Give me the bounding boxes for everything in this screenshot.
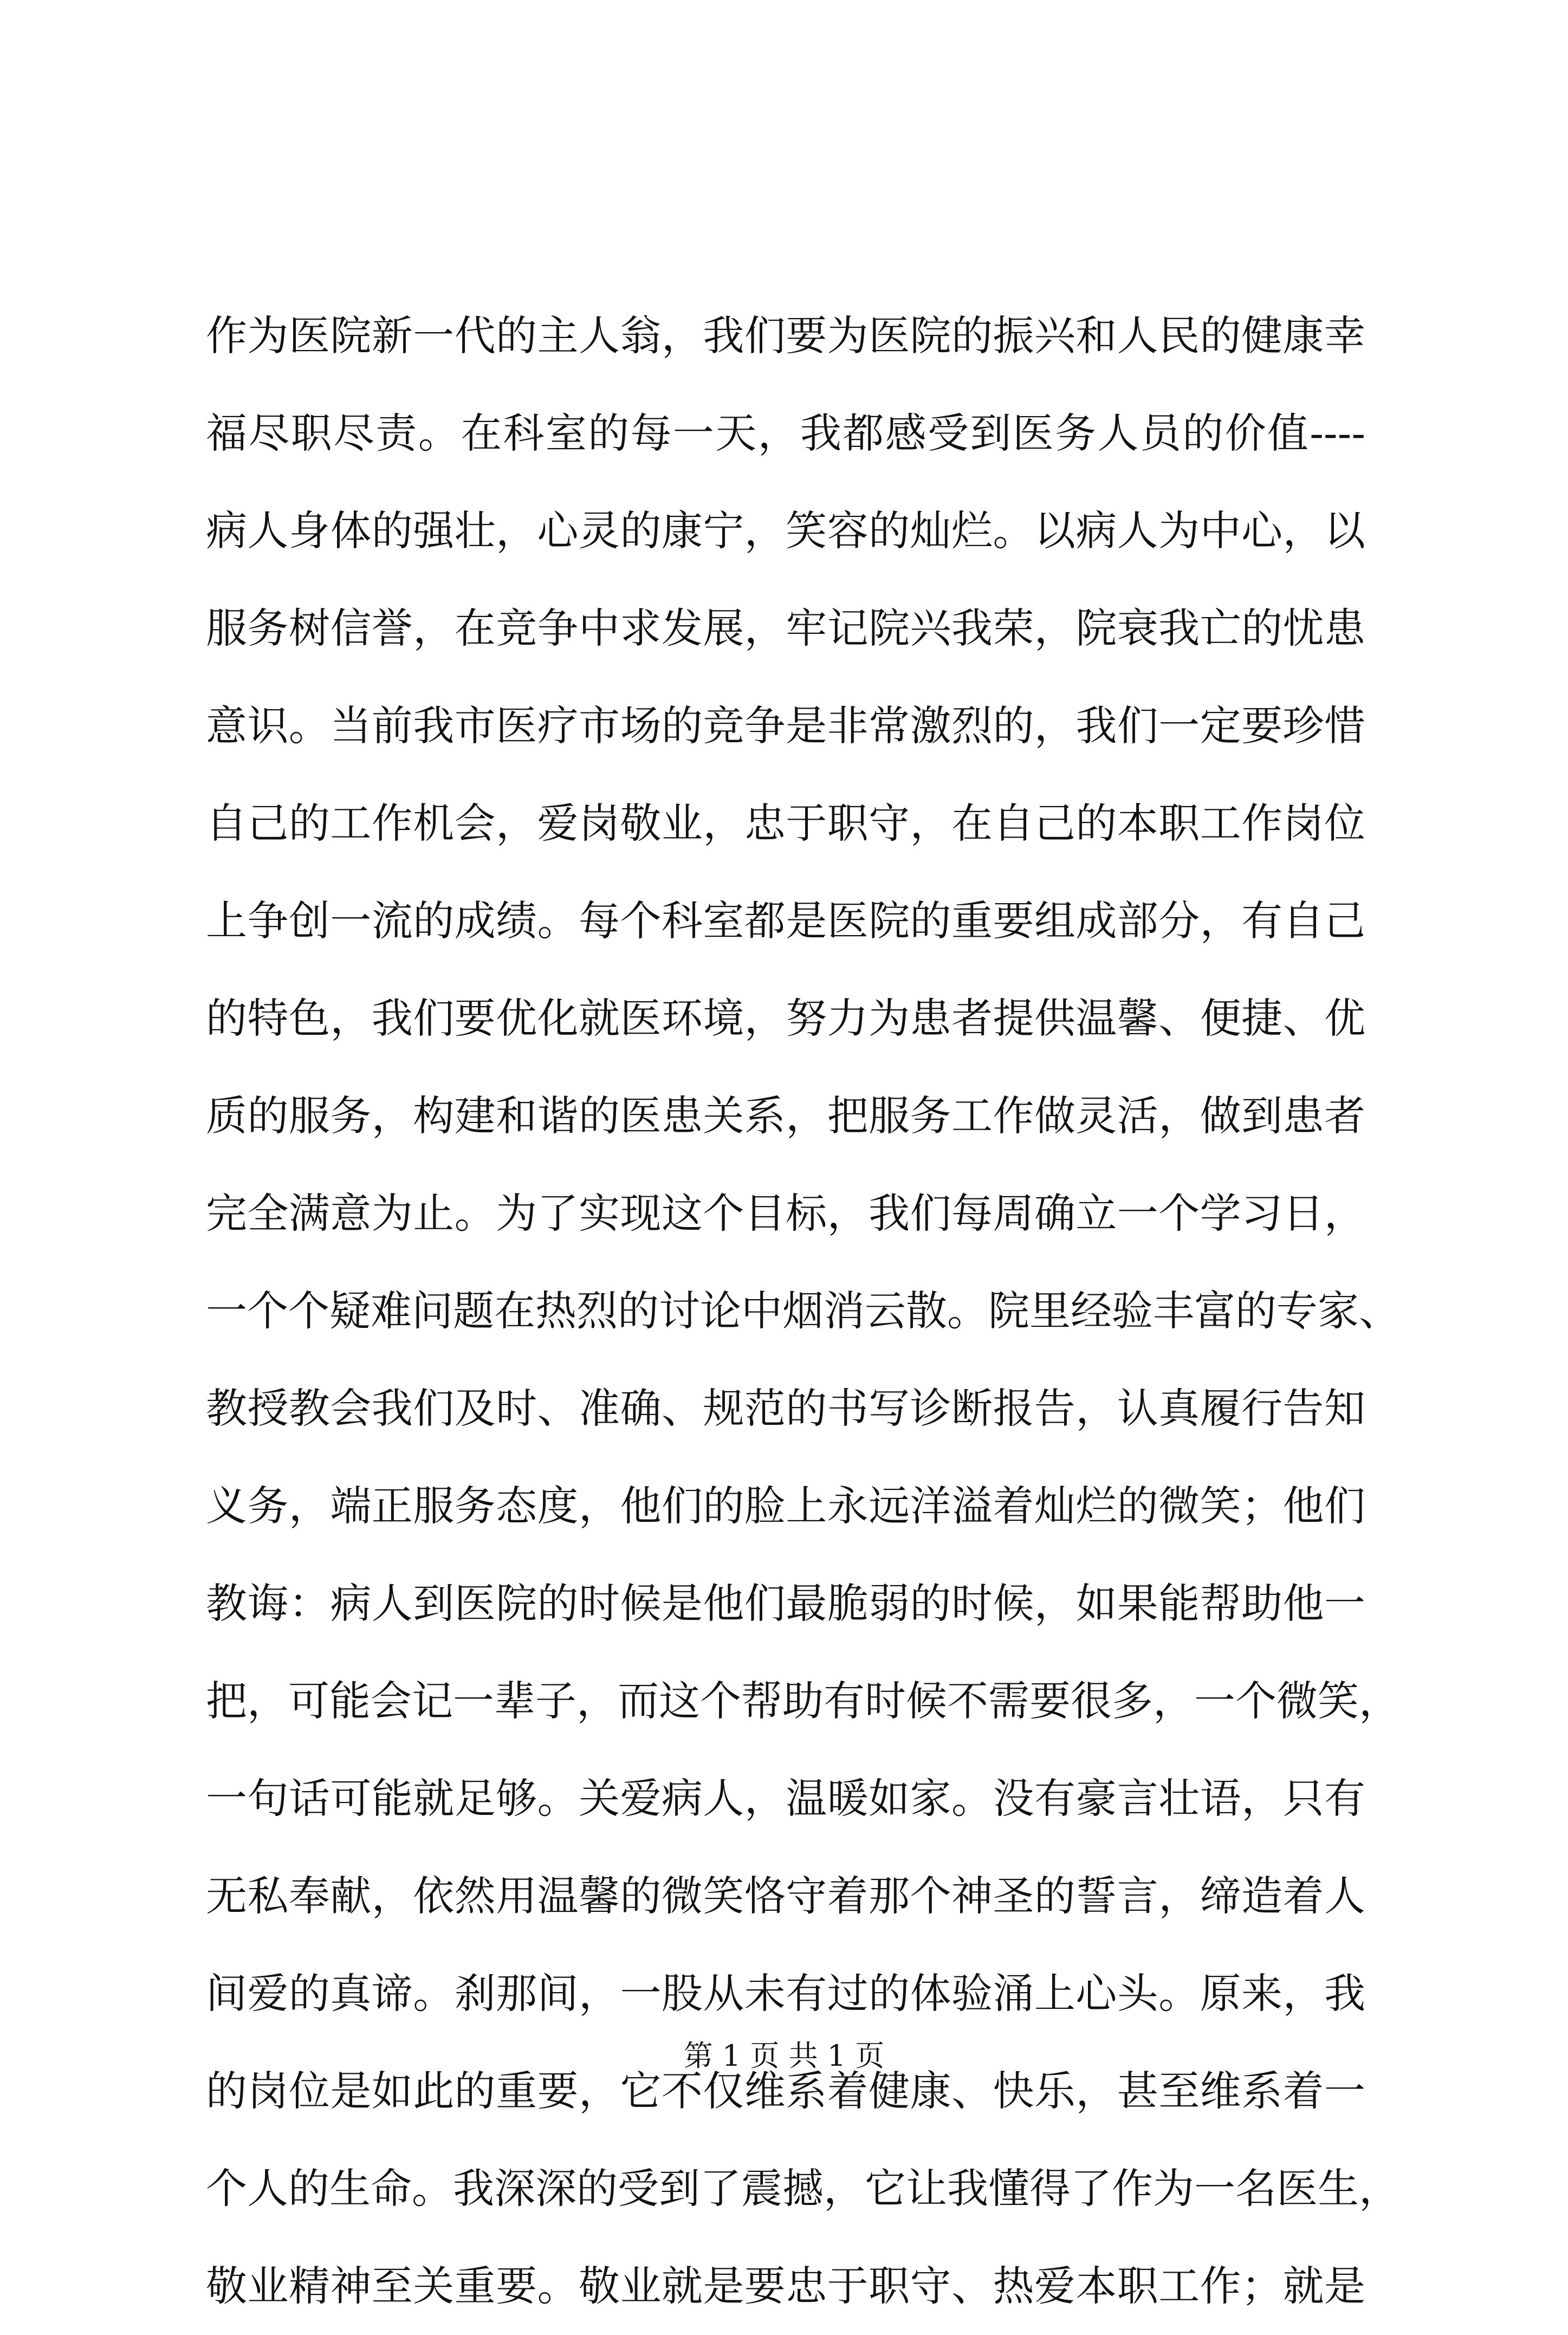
- text-line: 的特色，我们要优化就医环境，努力为患者提供温馨、便捷、优: [206, 994, 1365, 1042]
- text-line: 作为医院新一代的主人翁，我们要为医院的振兴和人民的健康幸: [206, 312, 1365, 360]
- text-line: 意识。当前我市医疗市场的竞争是非常激烈的，我们一定要珍惜: [206, 702, 1365, 750]
- text-line: 义务，端正服务态度，他们的脸上永远洋溢着灿烂的微笑；他们: [206, 1482, 1365, 1530]
- text-line: 教授教会我们及时、准确、规范的书写诊断报告，认真履行告知: [206, 1384, 1365, 1432]
- text-line: 个人的生命。我深深的受到了震撼，它让我懂得了作为一名医生，: [206, 2164, 1400, 2213]
- text-line: 把，可能会记一辈子，而这个帮助有时候不需要很多，一个微笑，: [206, 1677, 1400, 1725]
- text-line: 病人身体的强壮，心灵的康宁，笑容的灿烂。以病人为中心，以: [206, 507, 1365, 555]
- text-line: 间爱的真谛。刹那间，一股从未有过的体验涌上心头。原来，我: [206, 1969, 1365, 2018]
- text-line: 自己的工作机会，爱岗敬业，忠于职守，在自己的本职工作岗位: [206, 799, 1365, 847]
- text-line: 无私奉献，依然用温馨的微笑恪守着那个神圣的誓言，缔造着人: [206, 1872, 1365, 1920]
- page-footer: 第 1 页 共 1 页: [683, 2039, 885, 2073]
- text-line: 福尽职尽责。在科室的每一天，我都感受到医务人员的价值----: [206, 409, 1365, 457]
- text-line: 一句话可能就足够。关爱病人，温暖如家。没有豪言壮语，只有: [206, 1774, 1365, 1822]
- text-line: 一个个疑难问题在热烈的讨论中烟消云散。院里经验丰富的专家、: [206, 1287, 1400, 1335]
- text-line: 上争创一流的成绩。每个科室都是医院的重要组成部分，有自己: [206, 897, 1365, 945]
- text-line: 敬业精神至关重要。敬业就是要忠于职守、热爱本职工作；就是: [206, 2262, 1365, 2310]
- text-line: 完全满意为止。为了实现这个目标，我们每周确立一个学习日，: [206, 1189, 1365, 1237]
- text-line: 教诲：病人到医院的时候是他们最脆弱的时候，如果能帮助他一: [206, 1579, 1365, 1627]
- body-text: [206, 287, 1400, 2335]
- text-line: 质的服务，构建和谐的医患关系，把服务工作做灵活，做到患者: [206, 1092, 1365, 1140]
- text-line: 的岗位是如此的重要，它不仅维系着健康、快乐，甚至维系着一: [206, 2067, 1365, 2115]
- text-line: 服务树信誉，在竞争中求发展，牢记院兴我荣，院衰我亡的忧患: [206, 604, 1365, 652]
